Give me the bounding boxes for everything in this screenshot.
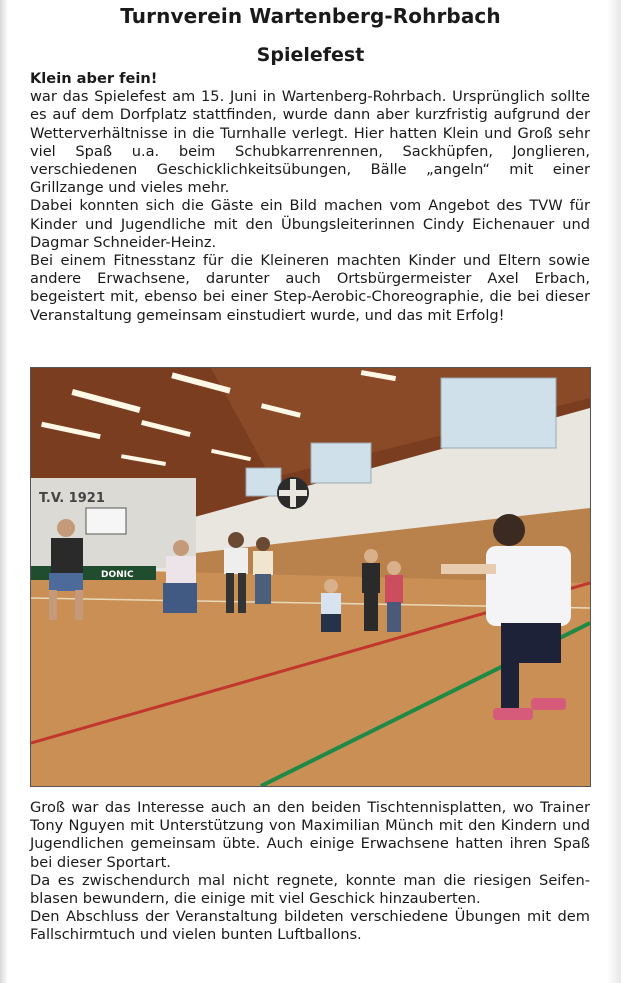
article-top xyxy=(30,70,590,325)
article-paragraph: Groß war das Interesse auch an den beiden Tischtennisplatten, wo Trainer Tony Nguyen mit Unterstützung von Maximilian Münch mit den Kindern und Jugendlichen gemeinsam übte. Auch einige Erwachsene hatten ihren Spaß bei dieser Sportart. xyxy=(30,799,590,871)
article-paragraph: Da es zwischendurch mal nicht regnete, konnte man die riesigen Seifenblasen bewundern, die einige mit viel Geschick hinzauberten. xyxy=(30,871,590,908)
article-paragraph: Bei einem Fitnesstanz für die Kleineren machten Kinder und Eltern sowie andere Erwachsene, darunter auch Ortsbürgermeister Axel Erbach, begeistert mit, ebenso bei einer Step-Aerobic-Choreographie, die bei dieser Veranstaltung gemeinsam einstudiert wurde, und das mit Erfolg! xyxy=(30,252,590,324)
page-right-shadow xyxy=(607,0,621,983)
table-brand: DONIC xyxy=(101,570,134,580)
page-subtitle: Spielefest xyxy=(256,44,365,66)
page-title: Turnverein Wartenberg-Rohrbach xyxy=(120,4,501,28)
article-bottom xyxy=(30,799,590,945)
article-paragraph: Den Abschluss der Veranstaltung bildeten verschiedene Übungen mit dem Fallschirmtuch und vielen bunten Luftballons. xyxy=(30,908,590,944)
wall-sign: T.V. 1921 xyxy=(39,491,105,506)
article-paragraph: war das Spielefest am 15. Juni in Wartenberg-Rohrbach. Ursprünglich sollte es auf dem Dorfplatz stattfinden, wurde dann aber kurzfristig aufgrund der Wetterverhältnisse in die Turnhalle verlegt. Hier hatten Klein und Groß sehr viel Spaß u.a. beim Schubkarrenrennen, Sackhüpfen, Jonglieren, verschiedenen Geschicklichkeitsübungen, Bälle „angeln“ mit einer Grillzange und vieles mehr. xyxy=(30,88,590,197)
article-lead: Klein aber fein! xyxy=(30,70,158,87)
page-edge-shadow xyxy=(0,0,8,983)
gym-photo-illustration xyxy=(31,368,590,786)
tvw-emblem xyxy=(277,477,309,509)
gym-photo xyxy=(30,367,591,787)
article-paragraph: Dabei konnten sich die Gäste ein Bild machen vom Angebot des TVW für Kinder und Jugendliche mit den Übungsleiterinnen Cindy Eichenauer und Dagmar Schneider-Heinz. xyxy=(30,197,590,251)
